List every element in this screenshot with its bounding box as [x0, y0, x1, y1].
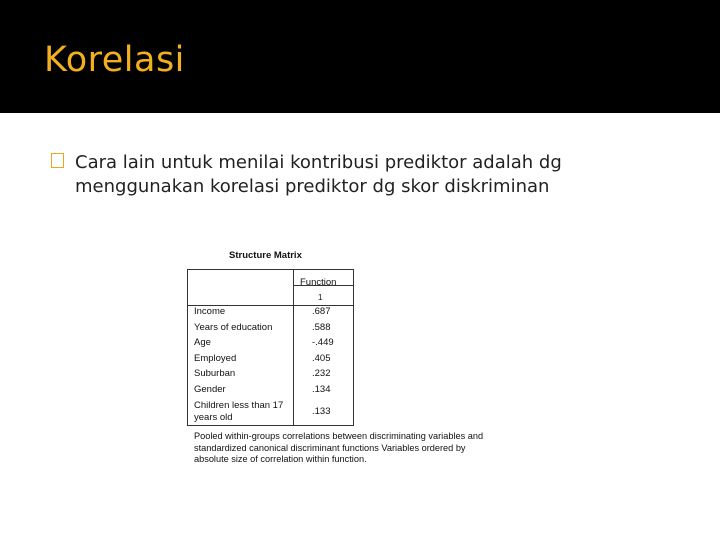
matrix-footnote: Pooled within-groups correlations between discriminating variables and standardized canonical discriminant functions Variables ordered by absolute size of correlation within function.: [194, 431, 484, 464]
matrix-title: Structure Matrix: [229, 250, 302, 261]
bullet-point: [51, 151, 651, 199]
matrix-row-label: Children less than 17 years old: [194, 400, 284, 423]
matrix-row-value: .232: [312, 368, 331, 379]
matrix-column-header: Function: [300, 277, 337, 288]
matrix-row-label: Gender: [194, 384, 226, 395]
matrix-row-label: Employed: [194, 353, 237, 364]
matrix-row-label: Years of education: [194, 322, 273, 333]
bullet-square-icon: [51, 153, 64, 168]
matrix-table: [187, 269, 354, 426]
bullet-text: Cara lain untuk menilai kontribusi prediktor adalah dg menggunakan korelasi prediktor dg skor diskriminan: [75, 152, 562, 197]
matrix-row-value: .134: [312, 384, 331, 395]
slide-title: Korelasi: [44, 40, 185, 80]
matrix-column-divider: [293, 270, 294, 426]
matrix-row-value: .588: [312, 322, 331, 333]
matrix-row-label: Suburban: [194, 368, 236, 379]
matrix-row-label: Income: [194, 306, 226, 317]
matrix-row-label: Age: [194, 337, 211, 348]
matrix-column-number: 1: [318, 293, 323, 302]
matrix-row-value: .405: [312, 353, 331, 364]
matrix-row-value: .687: [312, 306, 331, 317]
matrix-row-value: -.449: [312, 337, 334, 348]
matrix-row-value: .133: [312, 406, 331, 417]
title-band: [0, 0, 720, 113]
structure-matrix-image: [187, 248, 497, 470]
